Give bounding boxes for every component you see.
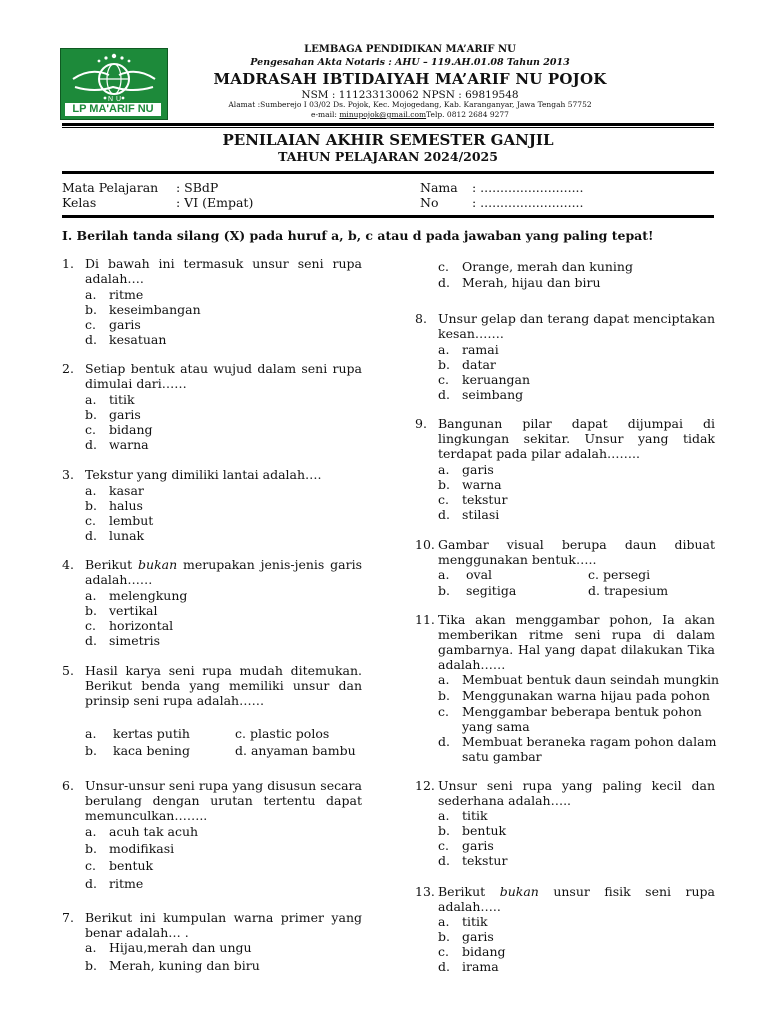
question-number: 8. (415, 311, 427, 326)
option-d[interactable]: d. simetris (85, 633, 161, 648)
no-label: No (420, 195, 439, 210)
question-text: Tekstur yang dimiliki lantai adalah…. (85, 467, 322, 482)
exam-year: TAHUN PELAJARAN 2024/2025 (278, 149, 498, 164)
no-field[interactable]: : .......................... (472, 195, 584, 210)
option-a[interactable]: a. Membuat bentuk daun seindah mungkin (438, 672, 720, 687)
question-text: Gambar visual berupa daun dibuat menggunakan bentuk….. (438, 537, 715, 567)
option-b[interactable]: b. datar (438, 357, 496, 372)
question-text: Tika akan menggambar pohon, Ia akan memberikan ritme seni rupa di dalam gambarnya. Hal yang dapat dilakukan Tika adalah…… (438, 612, 715, 672)
phone: Telp. 0812 2684 9277 (426, 110, 509, 119)
option-d[interactable]: d. trapesium (588, 583, 669, 598)
question-number: 5. (62, 663, 74, 678)
option-d[interactable]: d. kesatuan (85, 332, 167, 347)
option-c[interactable]: c. Menggambar beberapa bentuk pohon yang sama (438, 704, 702, 734)
option-c[interactable]: c. bidang (85, 422, 153, 437)
option-b[interactable]: b. kaca bening (85, 743, 190, 758)
option-d[interactable]: d. lunak (85, 528, 145, 543)
class-label: Kelas (62, 195, 97, 210)
option-a[interactable]: a. titik (438, 808, 488, 823)
question-text: Setiap bentuk atau wujud dalam seni rupa dimulai dari…… (85, 361, 362, 391)
option-a[interactable]: a. titik (85, 392, 135, 407)
nsm-npsn: NSM : 111233130062 NPSN : 69819548 (301, 89, 519, 101)
question-number: 9. (415, 416, 427, 431)
option-d[interactable]: d. seimbang (438, 387, 524, 402)
question-number: 13. (415, 884, 435, 899)
option-b[interactable]: b. Merah, kuning dan biru (85, 958, 260, 973)
question-text: Di bawah ini termasuk unsur seni rupa adalah…. (85, 256, 362, 286)
option-c[interactable]: c. bidang (438, 944, 506, 959)
option-a[interactable]: a. Hijau,merah dan ungu (85, 940, 252, 955)
question-text: Berikut bukan merupakan jenis-jenis garis adalah…… (85, 557, 362, 587)
option-a[interactable]: a. titik (438, 914, 488, 929)
option-b[interactable]: b. garis (85, 407, 141, 422)
question-text: Unsur seni rupa yang paling kecil dan sederhana adalah….. (438, 778, 715, 808)
email-label: e-mail: (311, 110, 340, 119)
exam-title: PENILAIAN AKHIR SEMESTER GANJIL (222, 131, 554, 149)
option-b[interactable]: b. segitiga (438, 583, 517, 598)
option-a[interactable]: a. melengkung (85, 588, 188, 603)
logo-caption: LP MA'ARIF NU (65, 103, 161, 116)
subject-label: Mata Pelajaran (62, 180, 159, 195)
question-text: Hasil karya seni rupa mudah ditemukan. Berikut benda yang memiliki unsur dan prinsip seni rupa adalah…… (85, 663, 362, 708)
question-text: Unsur gelap dan terang dapat menciptakan kesan……. (438, 311, 715, 341)
name-label: Nama (420, 180, 458, 195)
option-d[interactable]: d. tekstur (438, 853, 508, 868)
question-number: 1. (62, 256, 74, 271)
email-link[interactable]: minupojok@gmail.com (339, 110, 427, 119)
option-c[interactable]: c. persegi (588, 567, 651, 582)
option-d[interactable]: d. Membuat beraneka ragam pohon dalam satu gambar (438, 734, 717, 764)
emphasis-bukan: bukan (138, 557, 178, 572)
option-d[interactable]: d. stilasi (438, 507, 500, 522)
question-number: 10. (415, 537, 435, 552)
class-value: : VI (Empat) (176, 195, 254, 210)
option-b[interactable]: b. vertikal (85, 603, 158, 618)
option-b[interactable]: b. bentuk (438, 823, 507, 838)
subject-value: : SBdP (176, 180, 219, 195)
option-b[interactable]: b. garis (438, 929, 494, 944)
question-number: 7. (62, 910, 74, 925)
right-column (415, 0, 720, 1024)
emphasis-bukan: bukan (499, 884, 539, 899)
option-c[interactable]: c. horizontal (85, 618, 174, 633)
left-column (62, 0, 362, 1024)
option-a[interactable]: a. kertas putih (85, 726, 190, 741)
question-text: Berikut ini kumpulan warna primer yang benar adalah… . (85, 910, 362, 940)
notary-line: Pengesahan Akta Notaris : AHU – 119.AH.01.08 Tahun 2013 (250, 57, 570, 68)
question-text: Bangunan pilar dapat dijumpai di lingkungan sekitar. Unsur yang tidak terdapat pada pilar adalah…….. (438, 416, 715, 461)
option-c[interactable]: c. lembut (85, 513, 154, 528)
question-text: Unsur-unsur seni rupa yang disusun secara berulang dengan urutan tertentu dapat memunculkan…….. (85, 778, 362, 823)
option-a[interactable]: a. acuh tak acuh (85, 824, 199, 839)
question-text: Berikut bukan unsur fisik seni rupa adalah….. (438, 884, 715, 914)
option-d[interactable]: d. warna (85, 437, 149, 452)
option-b[interactable]: b. halus (85, 498, 143, 513)
option-b[interactable]: b. keseimbangan (85, 302, 201, 317)
option-c[interactable]: c. garis (438, 838, 494, 853)
school-address: Alamat :Sumberejo I 03/02 Ds. Pojok, Kec. Mojogedang, Kab. Karanganyar, Jawa Tengah 57752 (228, 100, 592, 109)
option-c[interactable]: c. plastic polos (235, 726, 330, 741)
option-d[interactable]: d. irama (438, 959, 499, 974)
option-b[interactable]: b. Menggunakan warna hijau pada pohon (438, 688, 710, 703)
option-a[interactable]: a. kasar (85, 483, 144, 498)
question-number: 2. (62, 361, 74, 376)
option-d[interactable]: d. anyaman bambu (235, 743, 356, 758)
option-c[interactable]: c. tekstur (438, 492, 508, 507)
logo-letter-u: U (116, 96, 122, 103)
option-a[interactable]: a. oval (438, 567, 493, 582)
question-number: 12. (415, 778, 435, 793)
option-b[interactable]: b. warna (438, 477, 502, 492)
option-b[interactable]: b. modifikasi (85, 841, 175, 856)
option-a[interactable]: a. ritme (85, 287, 144, 302)
option-d[interactable]: d. Merah, hijau dan biru (438, 275, 601, 290)
option-d[interactable]: d. ritme (85, 876, 144, 891)
question-number: 6. (62, 778, 74, 793)
option-c[interactable]: c. Orange, merah dan kuning (438, 259, 633, 274)
name-field[interactable]: : .......................... (472, 180, 584, 195)
question-number: 4. (62, 557, 74, 572)
option-a[interactable]: a. ramai (438, 342, 499, 357)
question-number: 11. (415, 612, 435, 627)
logo-letter-n: N (108, 96, 114, 103)
option-c[interactable]: c. bentuk (85, 858, 154, 873)
school-name: MADRASAH IBTIDAIYAH MA’ARIF NU POJOK (213, 70, 607, 88)
section-instruction: I. Berilah tanda silang (X) pada huruf a, b, c atau d pada jawaban yang paling tepat! (62, 228, 654, 243)
option-a[interactable]: a. garis (438, 462, 494, 477)
question-number: 3. (62, 467, 74, 482)
institution-name: LEMBAGA PENDIDIKAN MA’ARIF NU (304, 44, 516, 55)
option-c[interactable]: c. garis (85, 317, 141, 332)
option-c[interactable]: c. keruangan (438, 372, 531, 387)
